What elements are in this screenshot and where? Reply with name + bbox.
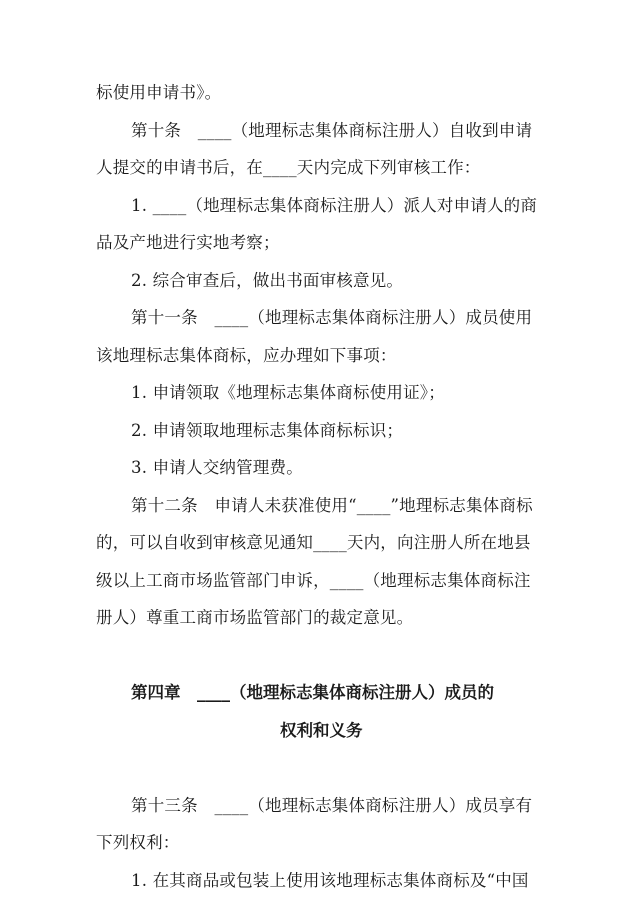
article-10-item-2: 2. 综合审查后，做出书面审核意见。 [131,271,404,290]
article-13-line-1: 第十三条 ____（地理标志集体商标注册人）成员享有 [131,796,533,815]
article-10-item-1-line-2: 品及产地进行实地考察； [96,233,280,252]
article-12-line-2: 的，可以自收到审核意见通知____天内，向注册人所在地县 [96,533,531,552]
article-12-line-4: 册人）尊重工商市场监管部门的裁定意见。 [96,608,414,627]
article-11-item-3: 3. 申请人交纳管理费。 [131,458,303,477]
article-11-item-2: 2. 申请领取地理标志集体商标标识； [131,421,404,440]
chapter-4-heading-line-1: 第四章 ____（地理标志集体商标注册人）成员的 [131,683,494,702]
article-10-item-1-line-1: 1. ____（地理标志集体商标注册人）派人对申请人的商 [131,196,538,215]
article-12-line-1: 第十二条 申请人未获准使用“____”地理标志集体商标 [131,496,533,515]
text-line-1: 标使用申请书》。 [96,83,222,102]
article-10-line-1: 第十条 ____（地理标志集体商标注册人）自收到申请 [131,121,533,140]
article-11-line-2: 该地理标志集体商标，应办理如下事项： [96,346,397,365]
chapter-4-heading-line-2: 权利和义务 [280,721,363,740]
article-11-item-1: 1. 申请领取《地理标志集体商标使用证》； [131,383,445,402]
article-11-line-1: 第十一条 ____（地理标志集体商标注册人）成员使用 [131,308,533,327]
article-13-item-1: 1. 在其商品或包装上使用该地理标志集体商标及“中国 [131,871,529,890]
article-13-line-2: 下列权利： [96,833,180,852]
article-10-line-2: 人提交的申请书后，在____天内完成下列审核工作： [96,158,481,177]
article-12-line-3: 级以上工商市场监管部门申诉，____（地理标志集体商标注 [96,571,531,590]
